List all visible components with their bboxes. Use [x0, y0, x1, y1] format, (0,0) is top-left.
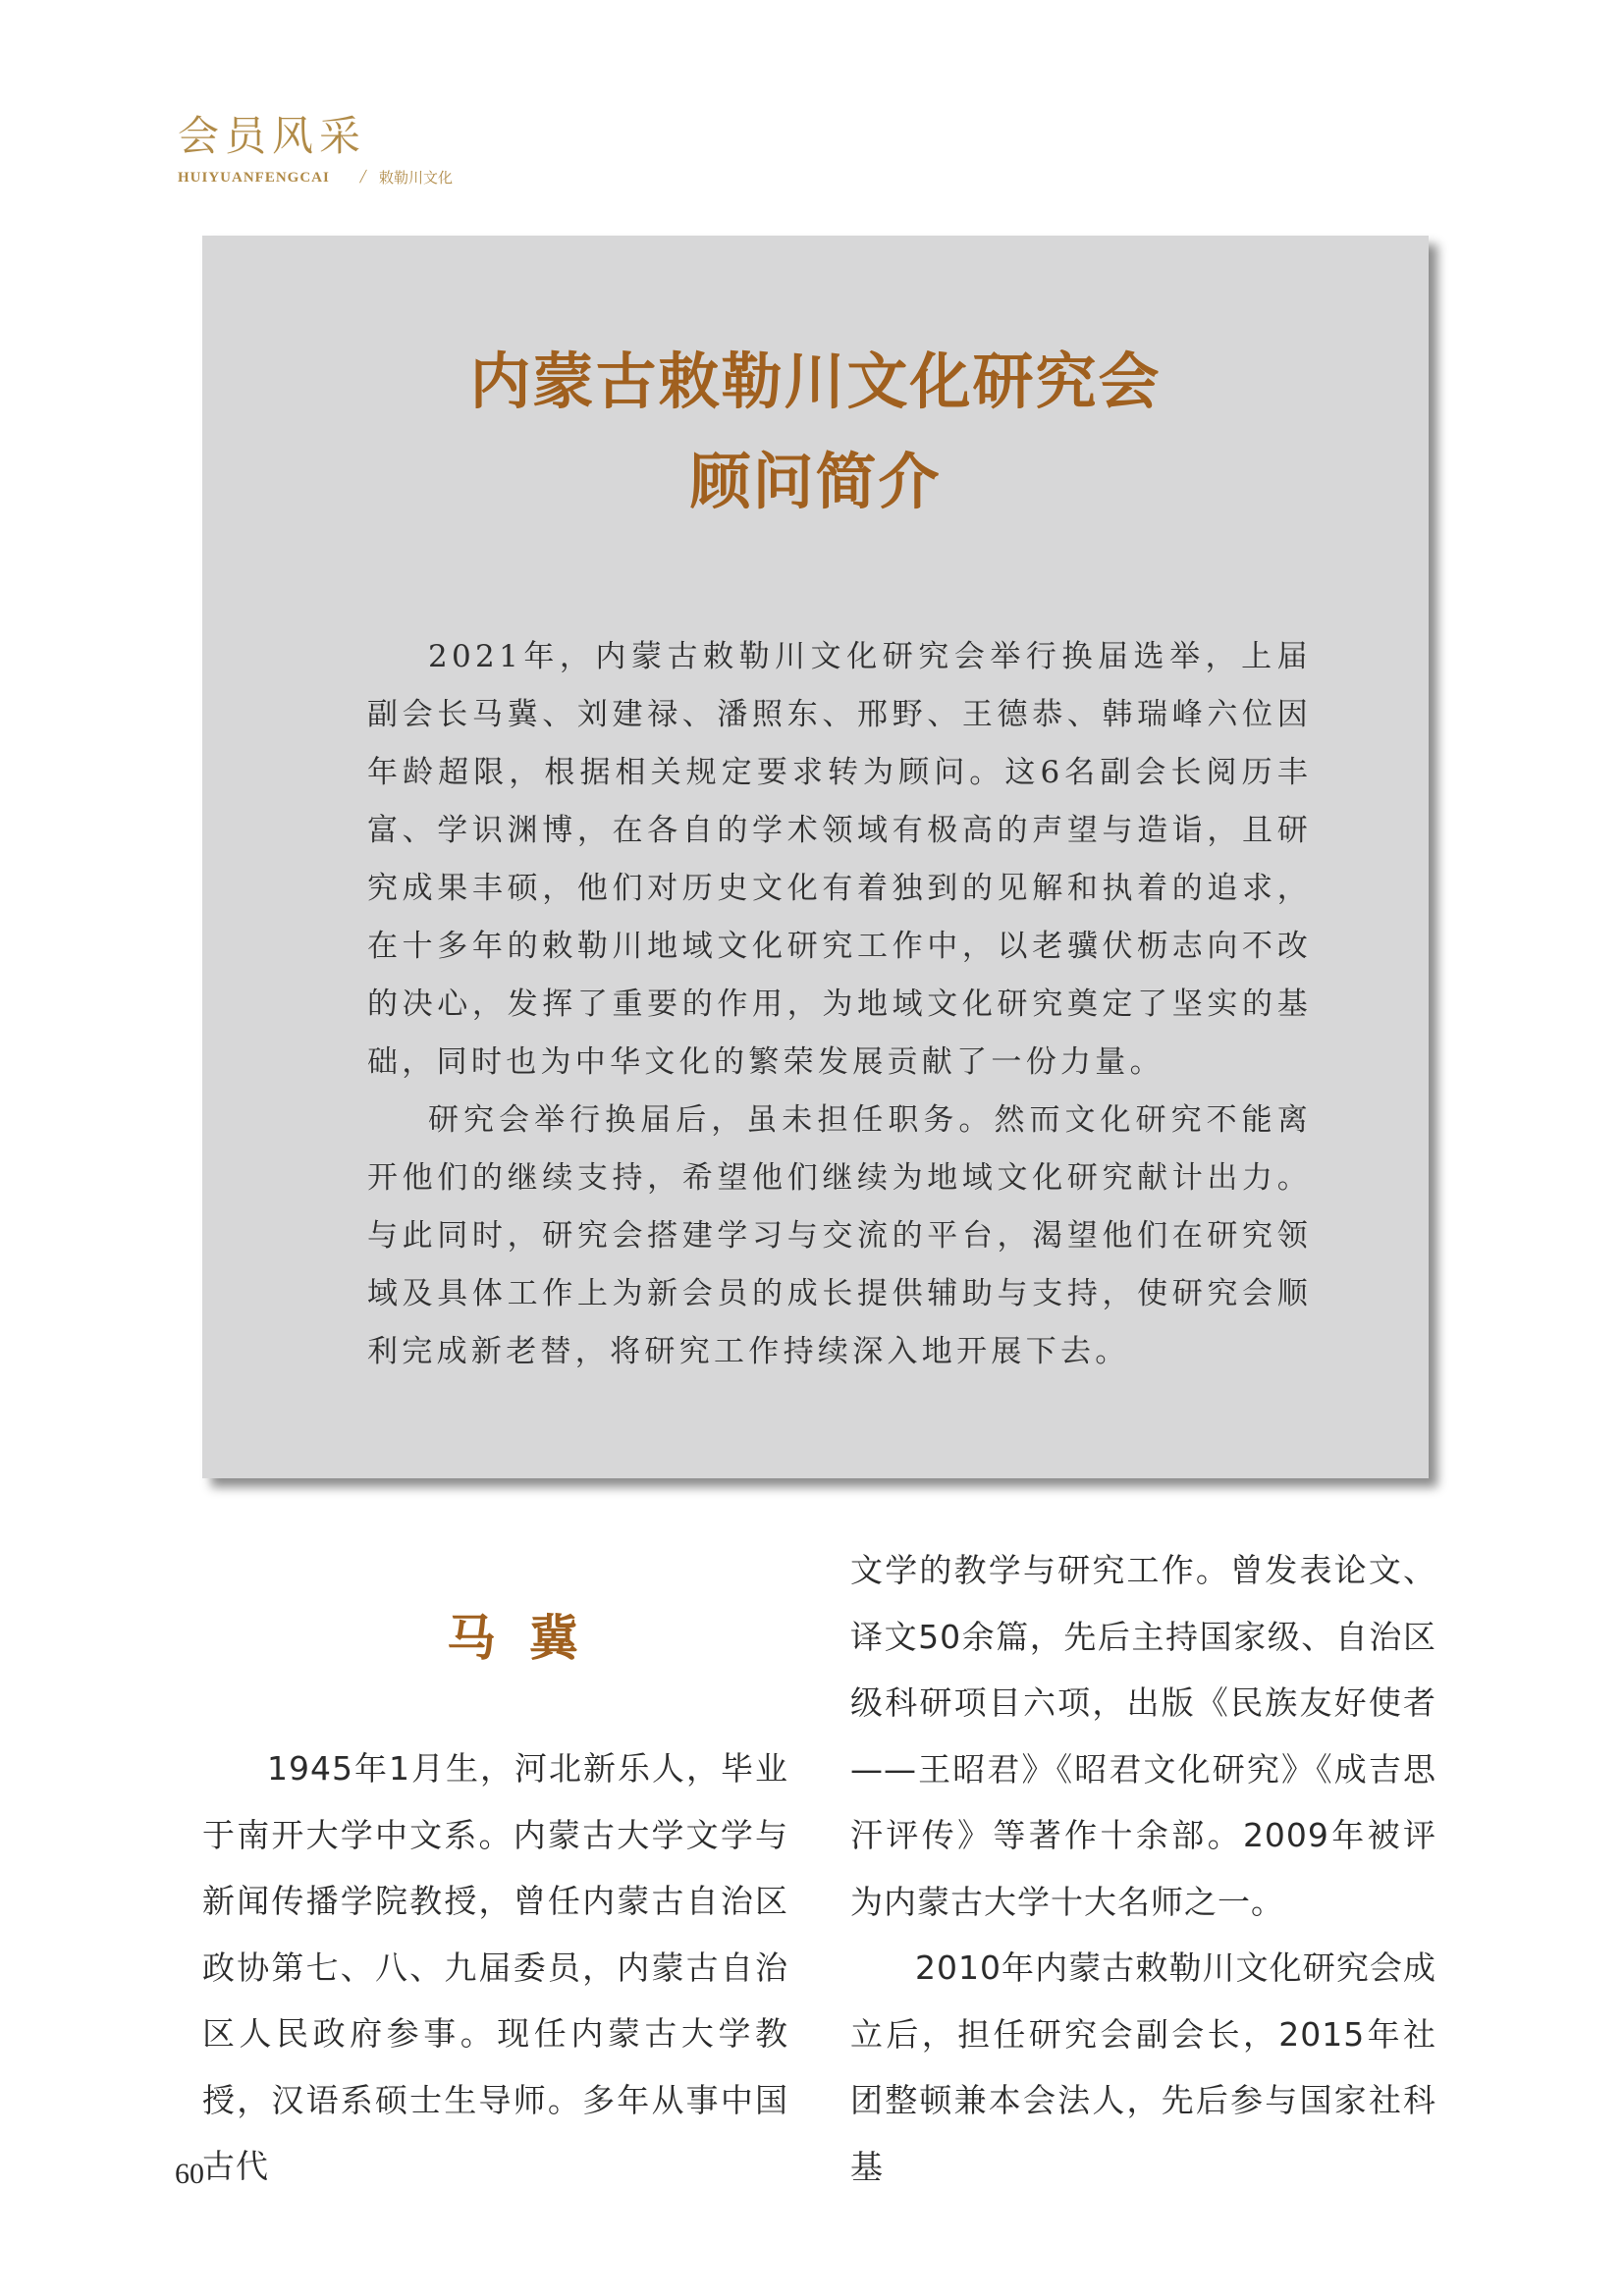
- section-title-en: HUIYUANFENGCAI: [178, 170, 330, 186]
- intro-paragraph: 研究会举行换届后，虽未担任职务。然而文化研究不能离开他们的继续支持，希望他们继续为地域文化研究献计出力。与此同时，研究会搭建学习与交流的平台，渴望他们在研究领域及具体工作上为新会员的成长提供辅助与支持，使研究会顺利完成新老替，将研究工作持续深入地开展下去。: [367, 1102, 1312, 1369]
- profile-paragraph: 文学的教学与研究工作。曾发表论文、译文50余篇，先后主持国家级、自治区级科研项目六项，出版《民族友好使者——王昭君》《昭君文化研究》《成吉思汗评传》等著作十余部。2009年被评为内蒙古大学十大名师之一。: [850, 1551, 1436, 1921]
- intro-paragraph: 2021年，内蒙古敕勒川文化研究会举行换届选举，上届副会长马冀、刘建禄、潘照东、邢野、王德恭、韩瑞峰六位因年龄超限，根据相关规定要求转为顾问。这6名副会长阅历丰富、学识渊博，在各自的学术领域有极高的声望与造诣，且研究成果丰硕，他们对历史文化有着独到的见解和执着的追求，在十多年的敕勒川地域文化研究工作中，以老骥伏枥志向不改的决心，发挥了重要的作用，为地域文化研究奠定了坚实的基础，同时也为中华文化的繁荣发展贡献了一份力量。: [367, 639, 1312, 1080]
- header-separator: /: [358, 166, 368, 187]
- intro-title-line2: 顾问简介: [689, 446, 942, 517]
- profile-paragraph: 1945年1月生，河北新乐人，毕业于南开大学中文系。内蒙古大学文学与新闻传播学院教授，曾任内蒙古自治区政协第七、八、九届委员，内蒙古自治区人民政府参事。现任内蒙古大学教授，汉语系硕士生导师。多年从事中国古代: [202, 1749, 788, 2185]
- profile-paragraph: 2010年内蒙古敕勒川文化研究会成立后，担任研究会副会长，2015年社团整顿兼本会法人，先后参与国家社科基: [850, 1949, 1436, 2186]
- intro-text: [367, 628, 1312, 1381]
- profile-left-column: [202, 1735, 788, 2200]
- page-number: 60: [175, 2158, 204, 2190]
- subsection-label: 敕勒川文化: [379, 169, 454, 187]
- section-title: 会员风采: [178, 112, 367, 160]
- profile-right-column: [850, 1537, 1436, 2200]
- intro-title-line1: 内蒙古敕勒川文化研究会: [469, 346, 1162, 417]
- intro-box: [202, 236, 1429, 1478]
- profile-name: 马冀: [447, 1610, 612, 1667]
